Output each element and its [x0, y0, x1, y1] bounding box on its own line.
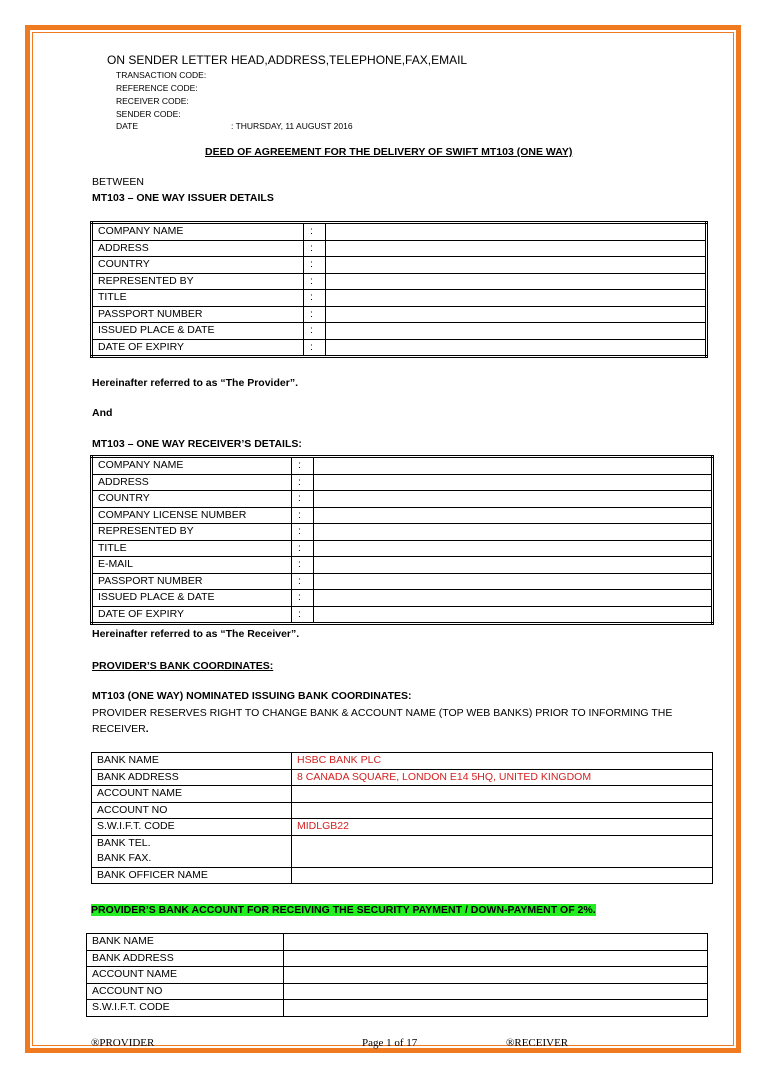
receiver-colon: :: [292, 557, 314, 574]
issuer-field-label: COUNTRY: [92, 257, 304, 274]
issuer-field-label: REPRESENTED BY: [92, 273, 304, 290]
bank-row: [92, 769, 713, 786]
provider-reference: Hereinafter referred to as “The Provider”.: [92, 377, 298, 389]
receiver-colon: :: [292, 540, 314, 557]
footer-page-number: Page 1 of 17: [362, 1037, 418, 1049]
issuer-field-value: [326, 339, 707, 357]
bank-field-value: 8 CANADA SQUARE, LONDON E14 5HQ, UNITED KINGDOM: [292, 769, 713, 786]
bank-row: [92, 753, 713, 770]
receiver-field-label: TITLE: [92, 540, 292, 557]
security-field-label: ACCOUNT NO: [87, 983, 284, 1000]
security-payment-highlight: PROVIDER’S BANK ACCOUNT FOR RECEIVING THE SECURITY PAYMENT / DOWN-PAYMENT OF 2%.: [91, 904, 596, 916]
security-field-value: [284, 1000, 708, 1017]
issuer-field-value: [326, 290, 707, 307]
issuer-field-label: TITLE: [92, 290, 304, 307]
security-row: [87, 983, 708, 1000]
bank-field-value: [292, 835, 713, 867]
transaction-code-label: TRANSACTION CODE:: [116, 70, 207, 80]
receiver-row: [92, 573, 713, 590]
bank-field-value: [292, 802, 713, 819]
bank-tel-label: BANK TEL.: [97, 836, 151, 849]
issuer-field-value: [326, 257, 707, 274]
receiver-colon: :: [292, 590, 314, 607]
issuer-field-value: [326, 240, 707, 257]
issuer-colon: :: [304, 257, 326, 274]
document-title: DEED OF AGREEMENT FOR THE DELIVERY OF SWIFT MT103 (ONE WAY): [205, 146, 573, 158]
issuer-field-label: DATE OF EXPIRY: [92, 339, 304, 357]
receiver-field-value: [314, 557, 713, 574]
sender-letterhead-line: ON SENDER LETTER HEAD,ADDRESS,TELEPHONE,FAX,EMAIL: [107, 53, 468, 67]
receiver-field-label: COUNTRY: [92, 491, 292, 508]
security-row: [87, 967, 708, 984]
receiver-row: [92, 590, 713, 607]
issuer-row: [92, 323, 707, 340]
issuer-row: [92, 339, 707, 357]
receiver-field-label: ADDRESS: [92, 474, 292, 491]
bank-coordinates-heading: PROVIDER’S BANK COORDINATES:: [92, 660, 274, 672]
issuer-row: [92, 257, 707, 274]
receiver-details-table: [90, 455, 714, 625]
security-payment-heading: [91, 904, 596, 916]
security-field-value: [284, 934, 708, 951]
receiver-field-label: ISSUED PLACE & DATE: [92, 590, 292, 607]
nominated-note-dot: .: [145, 723, 149, 735]
bank-field-label: BANK NAME: [92, 753, 292, 770]
receiver-colon: :: [292, 474, 314, 491]
date-value: : THURSDAY, 11 AUGUST 2016: [231, 121, 353, 131]
receiver-colon: :: [292, 573, 314, 590]
receiver-reference: Hereinafter referred to as “The Receiver”.: [92, 628, 300, 640]
bank-row: [92, 786, 713, 803]
and-label: And: [92, 407, 113, 419]
bank-row: [92, 819, 713, 836]
receiver-field-label: REPRESENTED BY: [92, 524, 292, 541]
receiver-row: [92, 606, 713, 624]
security-field-value: [284, 950, 708, 967]
issuer-field-label: COMPANY NAME: [92, 223, 304, 241]
issuer-colon: :: [304, 323, 326, 340]
receiver-field-value: [314, 457, 713, 475]
issuer-colon: :: [304, 306, 326, 323]
receiver-row: [92, 457, 713, 475]
receiver-colon: :: [292, 606, 314, 624]
bank-field-label: S.W.I.F.T. CODE: [92, 819, 292, 836]
receiver-field-label: E-MAIL: [92, 557, 292, 574]
issuer-row: [92, 290, 707, 307]
receiver-field-value: [314, 606, 713, 624]
issuer-field-value: [326, 273, 707, 290]
receiver-colon: :: [292, 491, 314, 508]
receiver-field-value: [314, 590, 713, 607]
receiver-row: [92, 524, 713, 541]
receiver-row: [92, 540, 713, 557]
receiver-field-label: PASSPORT NUMBER: [92, 573, 292, 590]
receiver-field-value: [314, 507, 713, 524]
receiver-row: [92, 491, 713, 508]
issuer-colon: :: [304, 273, 326, 290]
bank-fax-label: BANK FAX.: [97, 852, 152, 864]
nominated-note-line-1: PROVIDER RESERVES RIGHT TO CHANGE BANK & ACCOUNT NAME (TOP WEB BANKS) PRIOR TO INFORMING THE: [92, 707, 673, 719]
sender-code-label: SENDER CODE:: [116, 109, 181, 119]
issuer-details-table: [90, 221, 708, 358]
receiver-field-label: COMPANY NAME: [92, 457, 292, 475]
receiver-field-value: [314, 474, 713, 491]
issuer-colon: :: [304, 240, 326, 257]
bank-field-value: [292, 786, 713, 803]
bank-row: [92, 835, 713, 867]
security-field-value: [284, 983, 708, 1000]
between-label: BETWEEN: [92, 176, 144, 188]
issuer-row: [92, 240, 707, 257]
security-row: [87, 934, 708, 951]
bank-field-label: BANK ADDRESS: [92, 769, 292, 786]
security-field-label: BANK ADDRESS: [87, 950, 284, 967]
receiver-colon: :: [292, 524, 314, 541]
issuer-field-label: ISSUED PLACE & DATE: [92, 323, 304, 340]
reference-code-label: REFERENCE CODE:: [116, 83, 198, 93]
nominated-bank-table: [91, 752, 713, 884]
receiver-field-value: [314, 491, 713, 508]
bank-field-value: [292, 867, 713, 884]
receiver-field-label: DATE OF EXPIRY: [92, 606, 292, 624]
nominated-note-receiver: RECEIVER: [92, 723, 146, 735]
security-field-value: [284, 967, 708, 984]
bank-field-label: [92, 835, 292, 867]
bank-field-label: BANK OFFICER NAME: [92, 867, 292, 884]
bank-field-value: MIDLGB22: [292, 819, 713, 836]
receiver-row: [92, 557, 713, 574]
security-field-label: BANK NAME: [87, 934, 284, 951]
issuer-colon: :: [304, 223, 326, 241]
footer-receiver: ®RECEIVER: [506, 1037, 569, 1049]
issuer-field-value: [326, 223, 707, 241]
footer-provider: ®PROVIDER: [91, 1037, 155, 1049]
issuer-field-value: [326, 323, 707, 340]
issuer-heading: MT103 – ONE WAY ISSUER DETAILS: [92, 192, 274, 204]
security-row: [87, 1000, 708, 1017]
bank-row: [92, 802, 713, 819]
bank-field-value: HSBC BANK PLC: [292, 753, 713, 770]
receiver-field-value: [314, 540, 713, 557]
issuer-colon: :: [304, 339, 326, 357]
receiver-field-value: [314, 573, 713, 590]
issuer-row: [92, 223, 707, 241]
issuer-row: [92, 273, 707, 290]
issuer-row: [92, 306, 707, 323]
issuer-field-label: ADDRESS: [92, 240, 304, 257]
issuer-field-label: PASSPORT NUMBER: [92, 306, 304, 323]
security-field-label: S.W.I.F.T. CODE: [87, 1000, 284, 1017]
receiver-heading: MT103 – ONE WAY RECEIVER’S DETAILS:: [92, 438, 302, 450]
security-payment-table: [86, 933, 708, 1017]
receiver-field-value: [314, 524, 713, 541]
issuer-colon: :: [304, 290, 326, 307]
receiver-code-label: RECEIVER CODE:: [116, 96, 189, 106]
bank-row: [92, 867, 713, 884]
nominated-note-line-2: [92, 723, 149, 735]
receiver-field-label: COMPANY LICENSE NUMBER: [92, 507, 292, 524]
receiver-colon: :: [292, 507, 314, 524]
bank-field-label: ACCOUNT NAME: [92, 786, 292, 803]
receiver-row: [92, 474, 713, 491]
security-field-label: ACCOUNT NAME: [87, 967, 284, 984]
receiver-row: [92, 507, 713, 524]
bank-field-label: ACCOUNT NO: [92, 802, 292, 819]
date-label: DATE: [116, 121, 139, 131]
nominated-bank-heading: MT103 (ONE WAY) NOMINATED ISSUING BANK COORDINATES:: [92, 690, 412, 702]
receiver-colon: :: [292, 457, 314, 475]
security-row: [87, 950, 708, 967]
issuer-field-value: [326, 306, 707, 323]
